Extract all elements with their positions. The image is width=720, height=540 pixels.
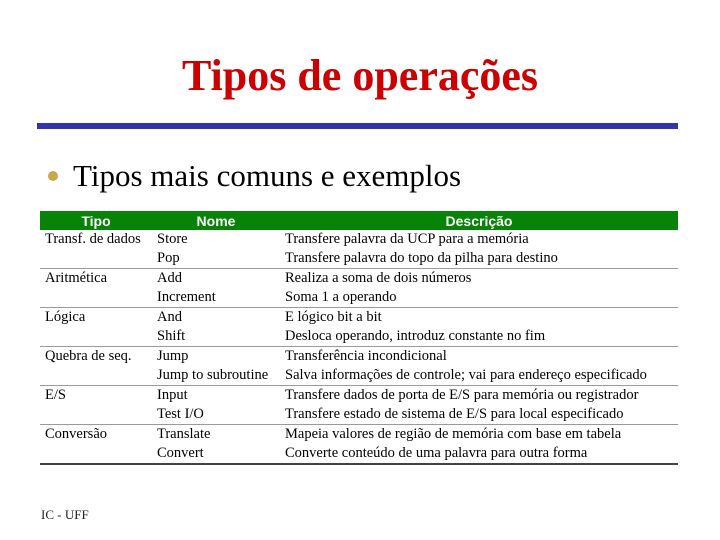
cell-nome: Add	[152, 269, 280, 289]
cell-tipo	[40, 366, 152, 386]
cell-descricao: Transfere estado de sistema de E/S para local especificado	[285, 406, 624, 422]
table-row	[40, 230, 678, 249]
cell-nome: Shift	[157, 328, 186, 344]
cell-descricao: Salva informações de controle; vai para endereço especificado	[285, 367, 647, 383]
cell-tipo	[40, 444, 152, 464]
cell-descricao: Mapeia valores de região de memória com base em tabela	[280, 425, 678, 445]
cell-nome: Convert	[152, 444, 280, 464]
cell-tipo: Aritmética	[40, 269, 152, 289]
table-row	[40, 308, 678, 328]
table-row	[40, 366, 678, 386]
table-row	[40, 269, 678, 289]
header-descricao: Descrição	[280, 211, 678, 230]
cell-descricao: Transfere palavra do topo da pilha para destino	[285, 250, 558, 266]
cell-descricao: E lógico bit a bit	[280, 308, 678, 328]
cell-nome: Translate	[152, 425, 280, 445]
bullet-text: Tipos mais comuns e exemplos	[73, 158, 462, 193]
cell-nome: Jump	[152, 347, 280, 367]
cell-tipo: Lógica	[40, 308, 152, 328]
cell-tipo	[40, 288, 152, 308]
cell-nome: Test I/O	[157, 406, 204, 422]
operations-table	[40, 211, 678, 465]
cell-tipo	[40, 405, 152, 425]
cell-tipo	[40, 327, 152, 347]
table-row	[40, 425, 678, 445]
table-row	[40, 288, 678, 308]
cell-descricao: Transfere dados de porta de E/S para memória ou registrador	[280, 386, 678, 406]
table-row	[40, 386, 678, 406]
header-nome: Nome	[152, 211, 280, 230]
table-row	[40, 405, 678, 425]
cell-descricao: Soma 1 a operando	[285, 289, 397, 305]
bullet-dot-icon	[48, 171, 58, 181]
cell-tipo: E/S	[40, 386, 152, 406]
cell-tipo: Transf. de dados	[45, 231, 141, 247]
cell-descricao: Transfere palavra da UCP para a memória	[285, 231, 529, 247]
cell-nome: Input	[152, 386, 280, 406]
table-row	[40, 347, 678, 367]
cell-descricao: Converte conteúdo de uma palavra para outra forma	[280, 444, 678, 464]
table-header-row	[40, 211, 678, 230]
title-divider	[37, 123, 678, 129]
cell-nome: Store	[157, 231, 188, 247]
cell-nome: Pop	[157, 250, 180, 266]
cell-tipo	[40, 249, 152, 269]
cell-descricao: Transferência incondicional	[280, 347, 678, 367]
cell-nome: And	[152, 308, 280, 328]
cell-tipo: Quebra de seq.	[40, 347, 152, 367]
cell-tipo: Conversão	[40, 425, 152, 445]
table-row	[40, 249, 678, 269]
cell-nome: Jump to subroutine	[157, 367, 269, 383]
cell-descricao: Realiza a soma de dois números	[280, 269, 678, 289]
slide-title: Tipos de operações	[181, 51, 539, 100]
cell-nome: Increment	[157, 289, 216, 305]
footer-label: IC - UFF	[41, 507, 89, 522]
header-tipo: Tipo	[40, 211, 152, 230]
table-row	[40, 444, 678, 464]
table-row	[40, 327, 678, 347]
cell-descricao: Desloca operando, introduz constante no fim	[285, 328, 546, 344]
